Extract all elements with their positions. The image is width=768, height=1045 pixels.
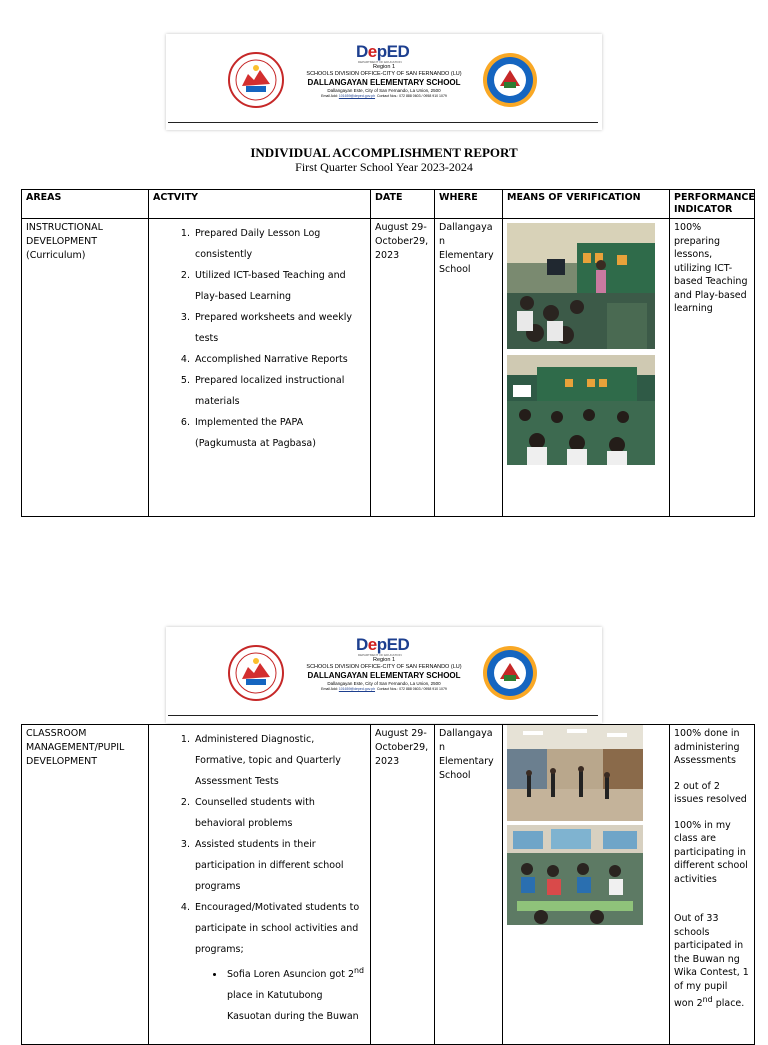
header-rule	[168, 715, 598, 716]
school-name: DALLANGAYAN ELEMENTARY SCHOOL	[307, 78, 461, 87]
list-item: 2. Counselled students with behavioral problems	[193, 792, 366, 834]
header-activity: ACTVITY	[149, 190, 371, 219]
performance-cell	[670, 219, 755, 517]
performance-text: 2 out of 2 issues resolved	[674, 780, 747, 805]
header-rule	[168, 122, 598, 123]
performance-text: 100% preparing lessons, utilizing ICT-based Teaching and Play-based learning	[674, 222, 748, 314]
division-seal-icon	[228, 52, 284, 108]
header-performance: PERFORMANCE INDICATOR	[670, 190, 755, 219]
school-seal-icon	[482, 52, 538, 108]
school-address: Dallangayan Este, City of San Fernando, La Union, 2500	[327, 88, 441, 93]
contact-line: Email Add: 101659@deped.gov.ph Contact Nos.: 072 888 0603 / 0958 910 1079	[321, 94, 447, 98]
list-item: 2. Utilized ICT-based Teaching and Play-based Learning	[193, 265, 366, 307]
division: SCHOOLS DIVISION OFFICE-CITY OF SAN FERNANDO (LU)	[306, 664, 462, 670]
contact-line: Email Add: 101659@deped.gov.ph Contact Nos.: 072 888 0603 / 0958 910 1079	[321, 687, 447, 691]
activity-cell	[149, 219, 371, 517]
deped-tagline: DEPARTMENT OF EDUCATION	[358, 653, 402, 657]
activity-list	[153, 223, 366, 454]
classroom-activity-photo	[507, 825, 643, 925]
list-item: 3. Prepared worksheets and weekly tests	[193, 307, 366, 349]
region: Region 1	[372, 657, 396, 663]
list-item: 4. Accomplished Narrative Reports	[193, 349, 366, 370]
report-title	[0, 145, 768, 174]
header-areas: AREAS	[22, 190, 149, 219]
date-cell: August 29-October29, 2023	[371, 725, 435, 1045]
school-address: Dallangayan Este, City of San Fernando, La Union, 2500	[327, 681, 441, 686]
report-table-continued	[21, 724, 755, 1045]
report-table	[21, 189, 755, 517]
activity-list	[153, 729, 366, 1027]
division-seal-icon	[228, 645, 284, 701]
header-verification: MEANS OF VERIFICATION	[503, 190, 670, 219]
deped-tagline: DEPARTMENT OF EDUCATION	[358, 60, 402, 64]
list-item: 4. Encouraged/Motivated students to participate in school activities and programs; • Sofia Loren Asuncion got 2nd place in Katutubong Kasuotan during the Buwan	[193, 897, 366, 1027]
verification-cell	[503, 725, 670, 1045]
performance-text: Out of 33 schools participated in the Buwan ng Wika Contest, 1 of my pupil won 2nd place.	[674, 913, 749, 1010]
table-row	[22, 725, 755, 1045]
header-date: DATE	[371, 190, 435, 219]
where-cell: Dallangaya n Elementary School	[435, 219, 503, 517]
table-header-row	[22, 190, 755, 219]
performance-cell	[670, 725, 755, 1045]
header-where: WHERE	[435, 190, 503, 219]
list-item: 1. Prepared Daily Lesson Log consistently	[193, 223, 366, 265]
list-item: 1. Administered Diagnostic, Formative, topic and Quarterly Assessment Tests	[193, 729, 366, 792]
list-item: 6. Implemented the PAPA (Pagkumusta at Pagbasa)	[193, 412, 366, 454]
deped-logo: DepED	[356, 42, 410, 61]
list-item: 5. Prepared localized instructional materials	[193, 370, 366, 412]
letterhead	[166, 34, 602, 130]
sub-list-item: • Sofia Loren Asuncion got 2nd place in Katutubong Kasuotan during the Buwan	[225, 960, 366, 1027]
school-name: DALLANGAYAN ELEMENTARY SCHOOL	[307, 671, 461, 680]
table-row	[22, 219, 755, 517]
date-cell: August 29-October29, 2023	[371, 219, 435, 517]
email-link[interactable]: 101659@deped.gov.ph	[338, 94, 376, 98]
hall-photo	[507, 725, 643, 821]
where-cell: Dallangaya n Elementary School	[435, 725, 503, 1045]
school-seal-icon	[482, 645, 538, 701]
area-cell: CLASSROOM MANAGEMENT/PUPIL DEVELOPMENT	[22, 725, 149, 1045]
classroom-photo-2	[507, 355, 655, 465]
list-item: 3. Assisted students in their participation in different school programs	[193, 834, 366, 897]
sub-activity-list	[195, 960, 366, 1027]
performance-text: 100% done in administering Assessments	[674, 728, 740, 766]
area-cell: INSTRUCTIONAL DEVELOPMENT (Curriculum)	[22, 219, 149, 517]
performance-text: 100% in my class are participating in different school activities	[674, 819, 748, 885]
email-link[interactable]: 101659@deped.gov.ph	[338, 687, 376, 691]
letterhead-page-2	[166, 627, 602, 723]
title-sub: First Quarter School Year 2023-2024	[295, 160, 473, 174]
division: SCHOOLS DIVISION OFFICE-CITY OF SAN FERNANDO (LU)	[306, 71, 462, 77]
activity-cell	[149, 725, 371, 1045]
classroom-photo-1	[507, 223, 655, 349]
verification-cell	[503, 219, 670, 517]
title-main: INDIVIDUAL ACCOMPLISHMENT REPORT	[250, 145, 518, 160]
deped-logo: DepED	[356, 635, 410, 654]
region: Region 1	[372, 64, 396, 70]
